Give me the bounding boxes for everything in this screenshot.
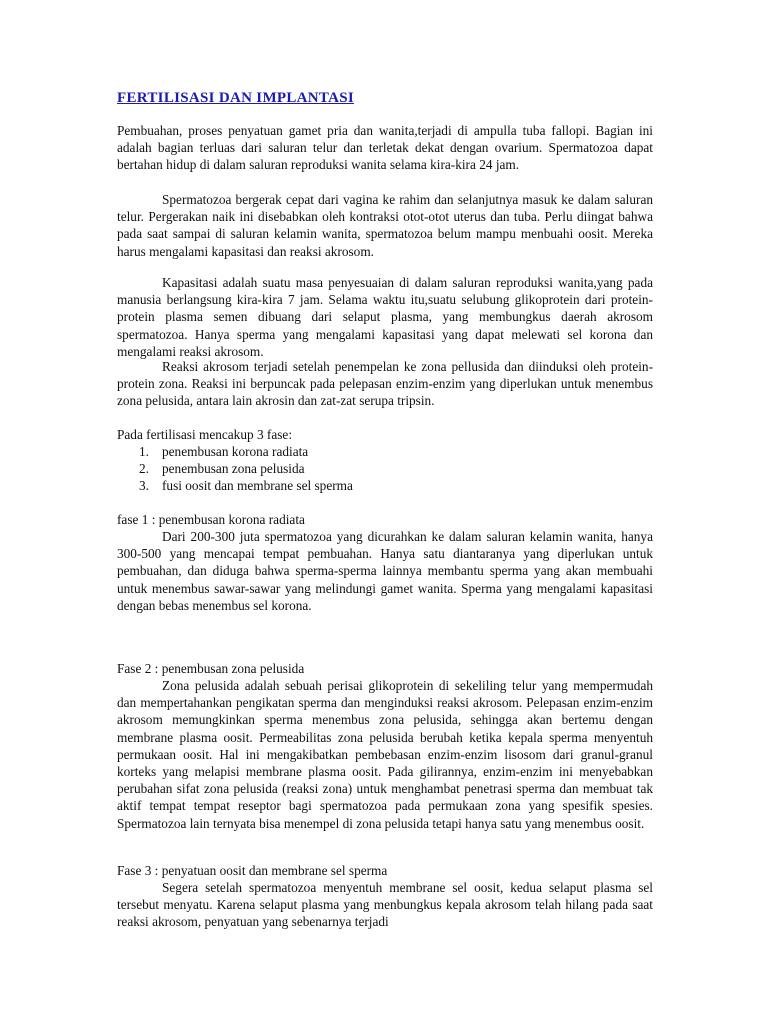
fase2-paragraph: Zona pelusida adalah sebuah perisai glikoprotein di sekeliling telur yang mempermudah dan mempertahankan pengikatan sperma dan menginduksi reaksi akrosom. Pelepasan enzim-enzim akrosom memungkinkan sperma menembus zona pelusida, sehingga akan bertemu dengan membrane plasma oosit. Permeabilitas zona pelusida berubah ketika kepala sperma menyentuh permukaan oosit. Hal ini mengakibatkan pembebasan enzim-enzim lisosom dari granul-granul korteks yang melapisi membrane plasma oosit. Pada gilirannya, enzim-enzim ini menyebabkan perubahan sifat zona pelusida (reaksi zona) untuk menghambat penetrasi sperma dan membuat tak aktif tempat tempat reseptor bagi spermatozoa pada permukaan zona yang spesifik spesies. Spermatozoa lain ternyata bisa menempel di zona pelusida tetapi hanya satu yang menembus oosit. (117, 678, 653, 831)
capacitation-paragraph: Kapasitasi adalah suatu masa penyesuaian di dalam saluran reproduksi wanita,yang pada manusia berlangsung kira-kira 7 jam. Selama waktu itu,suatu selubung glikoprotein dari protein-protein plasma semen dibuang dari selaput plasma, yang membungkus daerah akrosom spermatozoa. Hanya sperma yang mengalami kapasitasi yang dapat melewati sel korona dan mengalami reaksi akrosom. (117, 275, 653, 359)
list-item-text: fusi oosit dan membrane sel sperma (162, 478, 353, 494)
list-number: 3. (139, 478, 149, 494)
fase1-paragraph: Dari 200-300 juta spermatozoa yang dicurahkan ke dalam saluran kelamin wanita, hanya 300-500 yang mencapai tempat pembuahan. Hanya satu diantaranya yang diperlukan untuk pembuahan, dan diduga bahwa sperma-sperma lainnya membantu sperma yang akan membuahi untuk menembus sawar-sawar yang melindungi gamet wanita. Sperma yang mengalami kapasitasi dengan bebas menembus sel korona. (117, 529, 653, 613)
intro-paragraph: Pembuahan, proses penyatuan gamet pria dan wanita,terjadi di ampulla tuba fallopi. Bagian ini adalah bagian terluas dari saluran telur dan terletak dekat dengan ovarium. Spermatozoa dapat bertahan hidup di dalam saluran reproduksi wanita selama kira-kira 24 jam. (117, 123, 653, 173)
fase3-heading: Fase 3 : penyatuan oosit dan membrane sel sperma (117, 863, 388, 878)
document-title: FERTILISASI DAN IMPLANTASI (117, 90, 355, 106)
phases-intro: Pada fertilisasi mencakup 3 fase: (117, 427, 293, 442)
list-item (117, 477, 353, 494)
list-number: 2. (139, 461, 149, 477)
acrosome-reaction-paragraph: Reaksi akrosom terjadi setelah penempelan ke zona pellusida dan diinduksi oleh protein-protein zona. Reaksi ini berpuncak pada pelepasan enzim-enzim yang diperlukan untuk menembus zona pelusida, antara lain akrosin dan zat-zat serupa tripsin. (117, 359, 653, 409)
fase1-heading: fase 1 : penembusan korona radiata (117, 512, 305, 527)
fase2-heading: Fase 2 : penembusan zona pelusida (117, 661, 305, 676)
list-item (117, 460, 353, 477)
list-item (117, 443, 353, 460)
list-number: 1. (139, 444, 149, 459)
list-item-text: penembusan korona radiata (162, 444, 309, 459)
sperm-movement-paragraph: Spermatozoa bergerak cepat dari vagina ke rahim dan selanjutnya masuk ke dalam saluran telur. Pergerakan naik ini disebabkan oleh kontraksi otot-otot uterus dan tuba. Perlu diingat bahwa pada saat sampai di saluran kelamin wanita, spermatozoa belum mampu menbuahi oosit. Mereka harus mengalami kapasitasi dan reaksi akrosom. (117, 192, 653, 259)
phases-list (117, 443, 353, 495)
list-item-text: penembusan zona pelusida (162, 461, 305, 477)
fase3-paragraph: Segera setelah spermatozoa menyentuh membrane sel oosit, kedua selaput plasma sel tersebut menyatu. Karena selaput plasma yang menbungkus kepala akrosom telah hilang pada saat reaksi akrosom, penyatuan yang sebenarnya terjadi (117, 880, 653, 930)
